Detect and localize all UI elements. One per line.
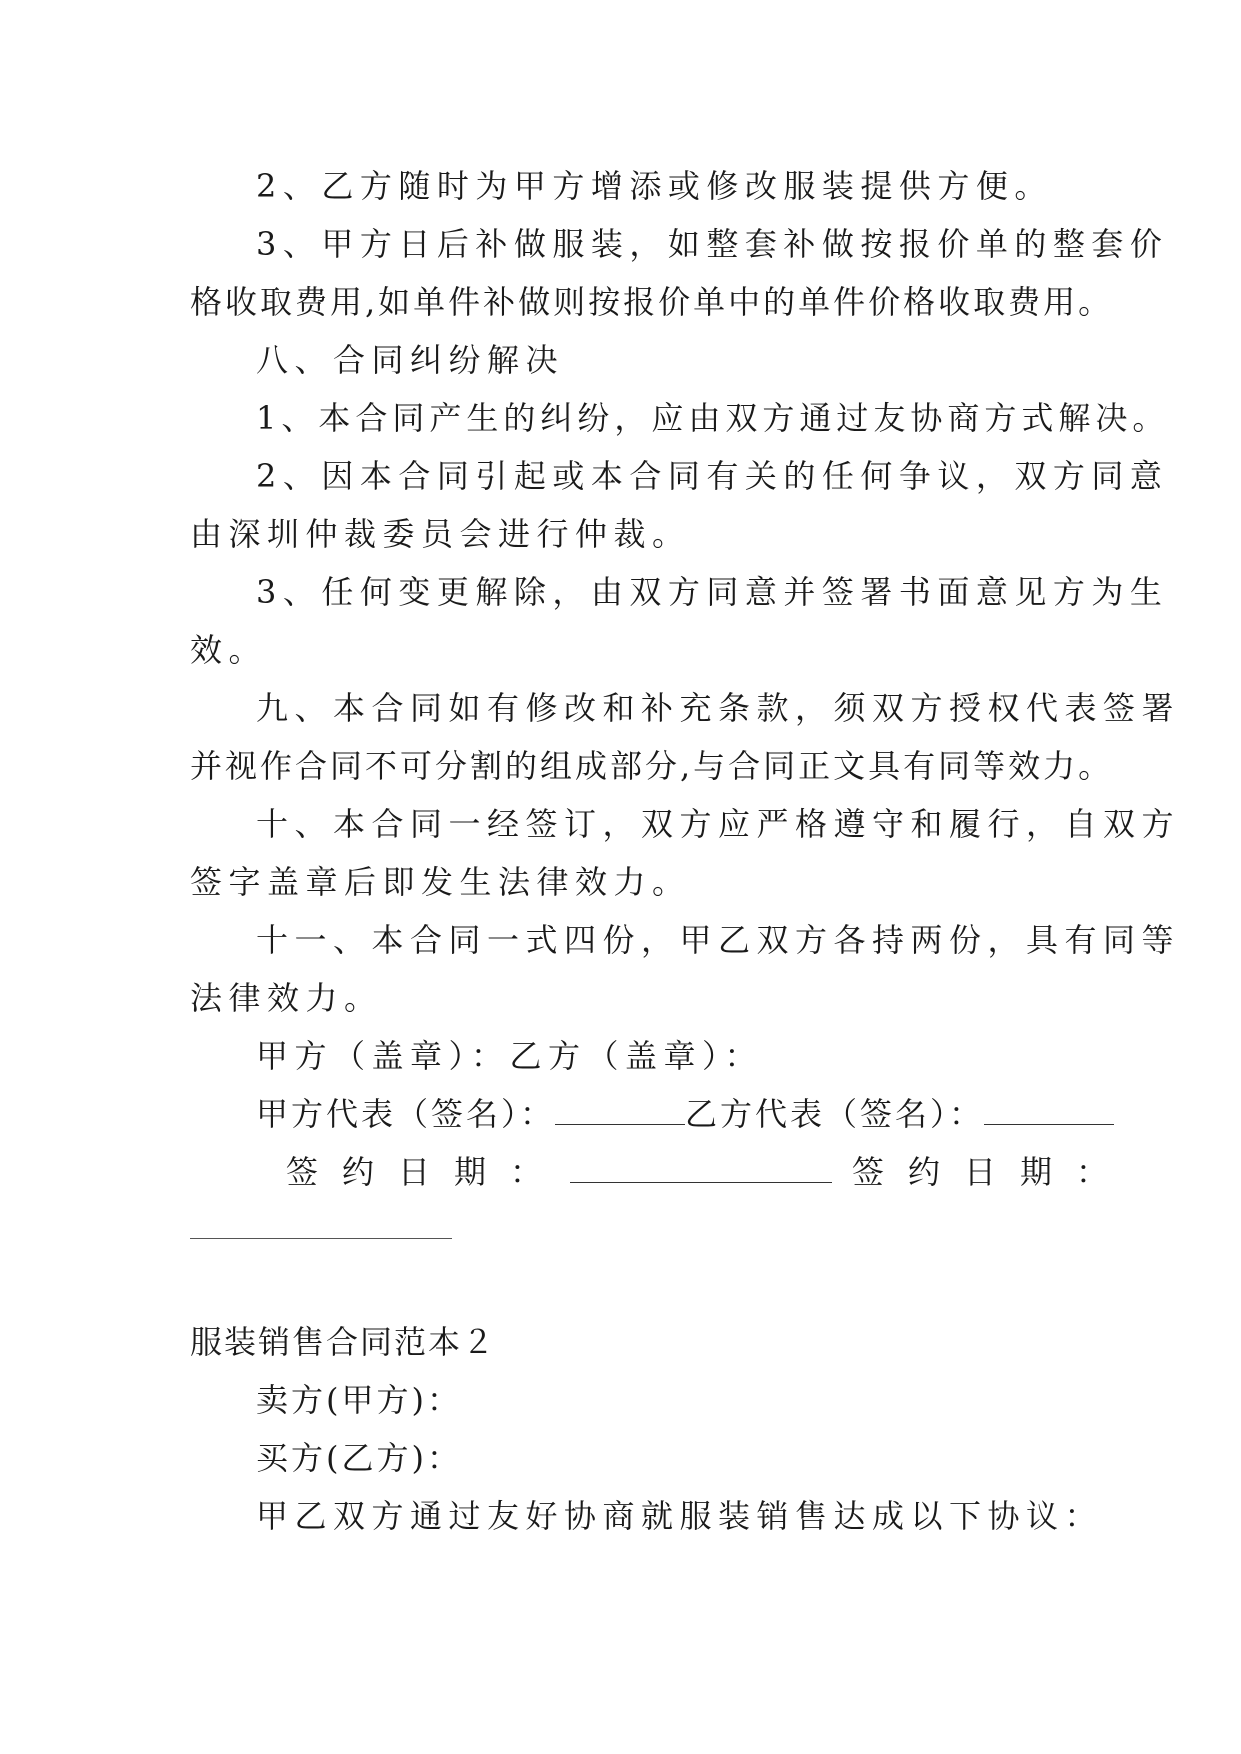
date-a-label: 签约日期： bbox=[286, 1153, 567, 1191]
section-8-item-1: 1、本合同产生的纠纷，应由双方通过友协商方式解决。 bbox=[256, 399, 1170, 437]
date-a-blank bbox=[570, 1152, 832, 1183]
representative-line bbox=[256, 1094, 1114, 1134]
clause-item-2: 2、乙方随时为甲方增添或修改服装提供方便。 bbox=[256, 167, 1053, 205]
clause-item-3-line2: 格收取费用,如单件补做则按报价单中的单件价格收取费用。 bbox=[190, 283, 1114, 321]
seal-line: 甲方（盖章）：乙方（盖章）： bbox=[256, 1037, 764, 1075]
seller-line: 卖方(甲方)： bbox=[256, 1381, 462, 1419]
agreement-intro: 甲乙双方通过友好协商就服装销售达成以下协议： bbox=[256, 1497, 1104, 1535]
rep-b-label: 乙方代表（签名）： bbox=[685, 1095, 985, 1133]
section-8-item-2-line2: 由深圳仲裁委员会进行仲裁。 bbox=[190, 515, 691, 553]
date-b-blank-rule bbox=[190, 1238, 452, 1239]
section-8-item-3-line1: 3、任何变更解除，由双方同意并签署书面意见方为生 bbox=[256, 573, 1169, 611]
section-10-line1: 十、本合同一经签订，双方应严格遵守和履行，自双方 bbox=[256, 805, 1181, 843]
section-10-line2: 签字盖章后即发生法律效力。 bbox=[190, 863, 691, 901]
section-11-line1: 十一、本合同一式四份，甲乙双方各持两份，具有同等 bbox=[256, 921, 1181, 959]
rep-a-label: 甲方代表（签名）： bbox=[256, 1095, 556, 1133]
section-8-item-3-line2: 效。 bbox=[190, 631, 268, 669]
rep-b-signature-blank bbox=[984, 1094, 1114, 1125]
clause-item-3-line1: 3、甲方日后补做服装，如整套补做按报价单的整套价 bbox=[256, 225, 1169, 263]
section-8-heading: 八、合同纠纷解决 bbox=[256, 341, 565, 379]
section-9-line1: 九、本合同如有修改和补充条款，须双方授权代表签署 bbox=[256, 689, 1181, 727]
section-9-line2: 并视作合同不可分割的组成部分,与合同正文具有同等效力。 bbox=[190, 747, 1114, 785]
rep-a-signature-blank bbox=[555, 1094, 685, 1125]
contract-2-title: 服装销售合同范本２ bbox=[190, 1323, 497, 1361]
section-8-item-2-line1: 2、因本合同引起或本合同有关的任何争议，双方同意 bbox=[256, 457, 1169, 495]
section-11-line2: 法律效力。 bbox=[190, 979, 383, 1017]
buyer-line: 买方(乙方)： bbox=[256, 1439, 462, 1477]
signing-date-line bbox=[286, 1152, 1132, 1192]
date-b-label: 签约日期： bbox=[852, 1153, 1133, 1191]
